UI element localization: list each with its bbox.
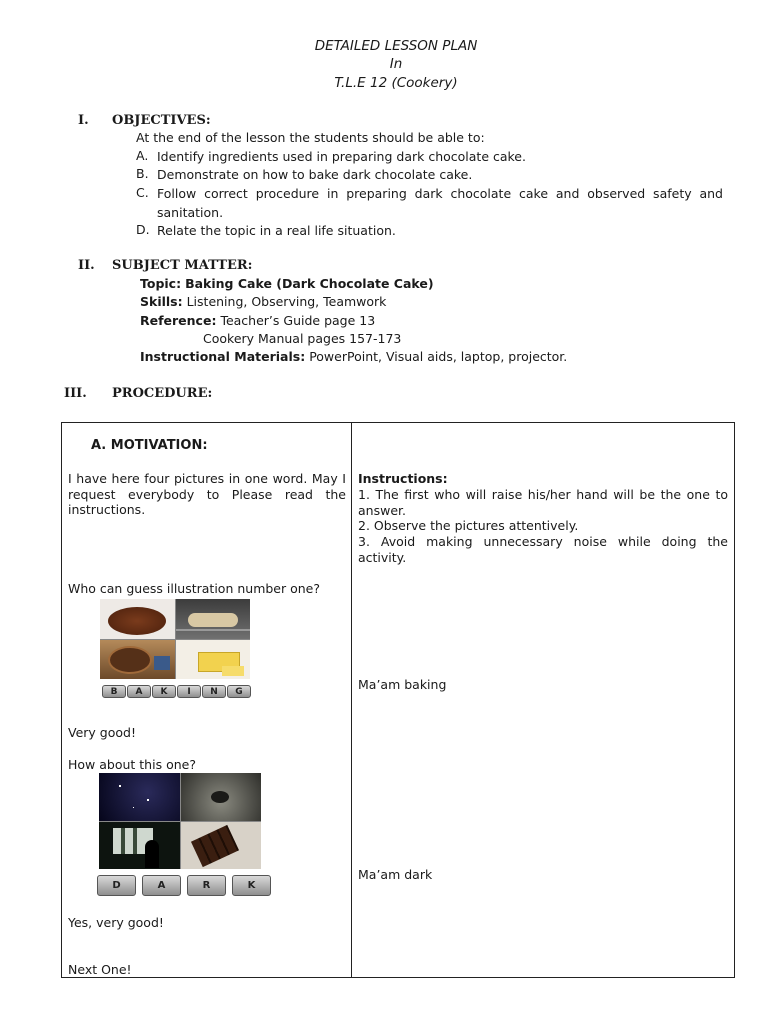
night-sky-image: [99, 773, 180, 821]
objectives-intro: At the end of the lesson the students should be able to:: [136, 130, 485, 145]
dark-room-image: [99, 822, 180, 870]
butter-image: [176, 640, 251, 680]
reference-line-2: Cookery Manual pages 157-173: [203, 331, 402, 346]
objectives-numeral: I.: [78, 113, 89, 128]
materials-line: Instructional Materials: PowerPoint, Visual aids, laptop, projector.: [140, 349, 568, 364]
lesson-plan-subject: T.L.E 12 (Cookery): [334, 75, 458, 91]
instruction-item-2: 2. Observe the pictures attentively.: [358, 518, 579, 533]
teacher-intro-text: I have here four pictures in one word. May I request everybody to Please read the instructions.: [68, 471, 346, 517]
subject-matter-label: SUBJECT MATTER:: [112, 258, 253, 273]
letter-box: G: [227, 685, 251, 698]
motivation-heading: A. MOTIVATION:: [91, 438, 208, 453]
table-column-divider: [351, 423, 352, 977]
baking-illustration: [100, 599, 250, 679]
skills-line: Skills: Listening, Observing, Teamwork: [140, 294, 387, 309]
letter-box: K: [152, 685, 176, 698]
instruction-item-3: 3. Avoid making unnecessary noise while doing the activity.: [358, 534, 728, 565]
lesson-plan-title: DETAILED LESSON PLAN: [314, 38, 478, 54]
student-answer-dark: Ma’am dark: [358, 867, 433, 882]
objectives-label: OBJECTIVES:: [112, 113, 211, 128]
letter-box: B: [102, 685, 126, 698]
letter-box: I: [177, 685, 201, 698]
mixing-bowl-image: [100, 640, 175, 680]
topic-line: Topic: Baking Cake (Dark Chocolate Cake): [140, 276, 434, 291]
letter-box: N: [202, 685, 226, 698]
next-one-text: Next One!: [68, 962, 132, 977]
cave-image: [181, 773, 262, 821]
instruction-item-1: 1. The first who will raise his/her hand will be the one to answer.: [358, 487, 728, 518]
student-answer-baking: Ma’am baking: [358, 677, 447, 692]
chocolate-bars-image: [181, 822, 262, 870]
response-very-good: Very good!: [68, 725, 136, 740]
cocoa-powder-image: [100, 599, 175, 639]
subject-matter-numeral: II.: [78, 258, 95, 273]
question-one: Who can guess illustration number one?: [68, 581, 321, 596]
letter-box: K: [232, 875, 271, 896]
procedure-table: [61, 422, 735, 978]
procedure-numeral: III.: [64, 386, 87, 401]
lesson-plan-subtitle-in: In: [389, 56, 403, 72]
question-two: How about this one?: [68, 757, 196, 772]
letter-box: A: [142, 875, 181, 896]
answer-boxes-baking: [102, 685, 252, 698]
answer-boxes-dark: [97, 875, 277, 896]
oven-bread-image: [176, 599, 251, 639]
reference-line: Reference: Teacher’s Guide page 13: [140, 313, 376, 328]
procedure-label: PROCEDURE:: [112, 386, 213, 401]
instructions-heading: Instructions:: [358, 471, 448, 486]
letter-box: R: [187, 875, 226, 896]
letter-box: A: [127, 685, 151, 698]
dark-illustration: [99, 773, 261, 869]
response-yes-very-good: Yes, very good!: [68, 915, 164, 930]
letter-box: D: [97, 875, 136, 896]
